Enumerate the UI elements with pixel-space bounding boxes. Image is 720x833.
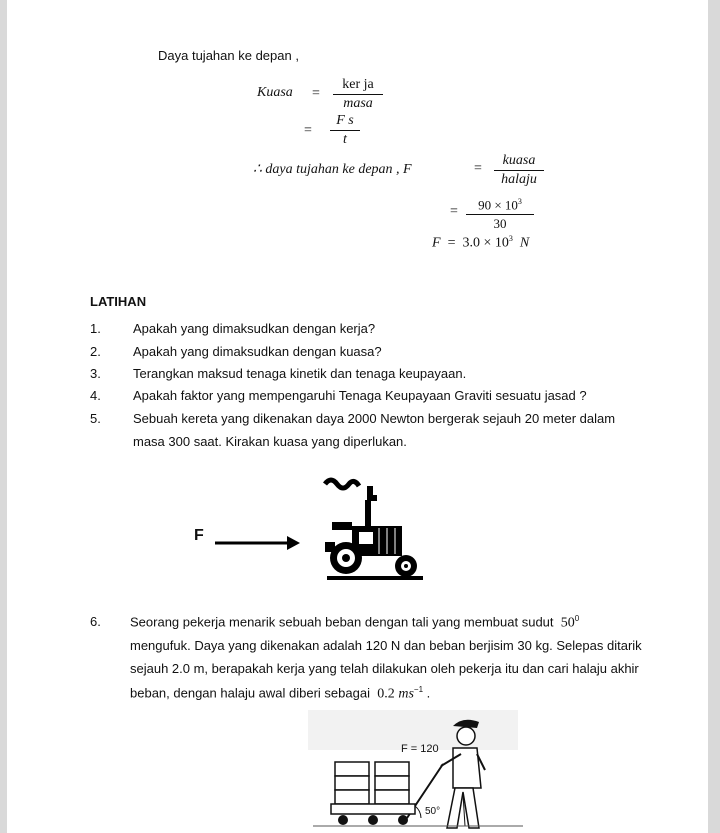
intro-text: Daya tujahan ke depan , xyxy=(158,48,299,63)
fraction-kuasa-halaju xyxy=(494,152,544,189)
question-text-5-line2: masa 300 saat. Kirakan kuasa yang diperlukan. xyxy=(133,434,407,449)
equals-2: = xyxy=(304,123,312,138)
question-number-3: 3. xyxy=(90,366,101,381)
numerator-90e3: $90 \times 10^3$ xyxy=(466,193,534,215)
numerator-kuasa: kuasa xyxy=(494,152,544,171)
question-text-2: Apakah yang dimaksudkan dengan kuasa? xyxy=(133,344,382,359)
question-text-5-line1: Sebuah kereta yang dikenakan daya 2000 Newton bergerak sejauh 20 meter dalam xyxy=(133,411,616,426)
question-text-6-line2: mengufuk. Daya yang dikenakan adalah 120 N dan beban berjisim 30 kg. Selepas ditarik xyxy=(130,638,642,653)
denominator-30: 30 xyxy=(493,216,507,232)
result-line: $F = 3.0 \times 10^3$ N xyxy=(432,234,530,251)
angle-arc xyxy=(415,806,421,818)
numerator-fs: F s xyxy=(330,112,360,131)
question-number-1: 1. xyxy=(90,321,101,336)
document-page xyxy=(7,0,708,833)
fraction-fs-over-t xyxy=(330,112,360,149)
force-arrow xyxy=(215,536,300,550)
question-text-1: Apakah yang dimaksudkan dengan kerja? xyxy=(133,321,376,336)
equals-3: = xyxy=(474,161,482,176)
tractor-icon xyxy=(325,480,423,580)
question-text-4: Apakah faktor yang mempengaruhi Tenaga Keupayaan Graviti sesuatu jasad ? xyxy=(133,388,587,403)
force-label-f: F xyxy=(194,527,204,544)
angle-label: 50° xyxy=(425,806,441,817)
numerator-kerja: ker ja xyxy=(333,76,383,95)
question-text-6-line3: sejauh 2.0 m, berapakah kerja yang telah dilakukan oleh pekerja itu dan cari halaju akhir xyxy=(130,661,639,676)
question-text-6-line4: beban, dengan halaju awal diberi sebagai 0.2 $ms^{-1}$ . xyxy=(130,685,431,702)
fraction-work-over-time xyxy=(333,76,383,113)
force-label-120: F = 120 xyxy=(401,743,439,755)
therefore-line: ∴ daya tujahan ke depan , F xyxy=(253,162,412,177)
tractor-figure xyxy=(207,470,427,590)
question-number-2: 2. xyxy=(90,344,101,359)
question-text-6-line1: Seorang pekerja menarik sebuah beban dengan tali yang membuat sudut $50^0$ xyxy=(130,614,580,631)
trolley-icon xyxy=(331,762,415,825)
denominator-t: t xyxy=(343,132,347,147)
fraction-numeric xyxy=(466,193,534,233)
equals-1: = xyxy=(312,86,320,101)
denominator-masa: masa xyxy=(343,96,373,111)
worker-trolley-figure xyxy=(303,708,533,833)
question-text-3: Terangkan maksud tenaga kinetik dan tenaga keupayaan. xyxy=(133,366,467,381)
kuasa-label: Kuasa xyxy=(257,85,293,100)
question-number-5: 5. xyxy=(90,411,101,426)
question-number-4: 4. xyxy=(90,388,101,403)
question-number-6: 6. xyxy=(90,614,101,629)
section-title: LATIHAN xyxy=(90,294,147,309)
equals-4: = xyxy=(450,204,458,219)
denominator-halaju: halaju xyxy=(501,172,537,187)
